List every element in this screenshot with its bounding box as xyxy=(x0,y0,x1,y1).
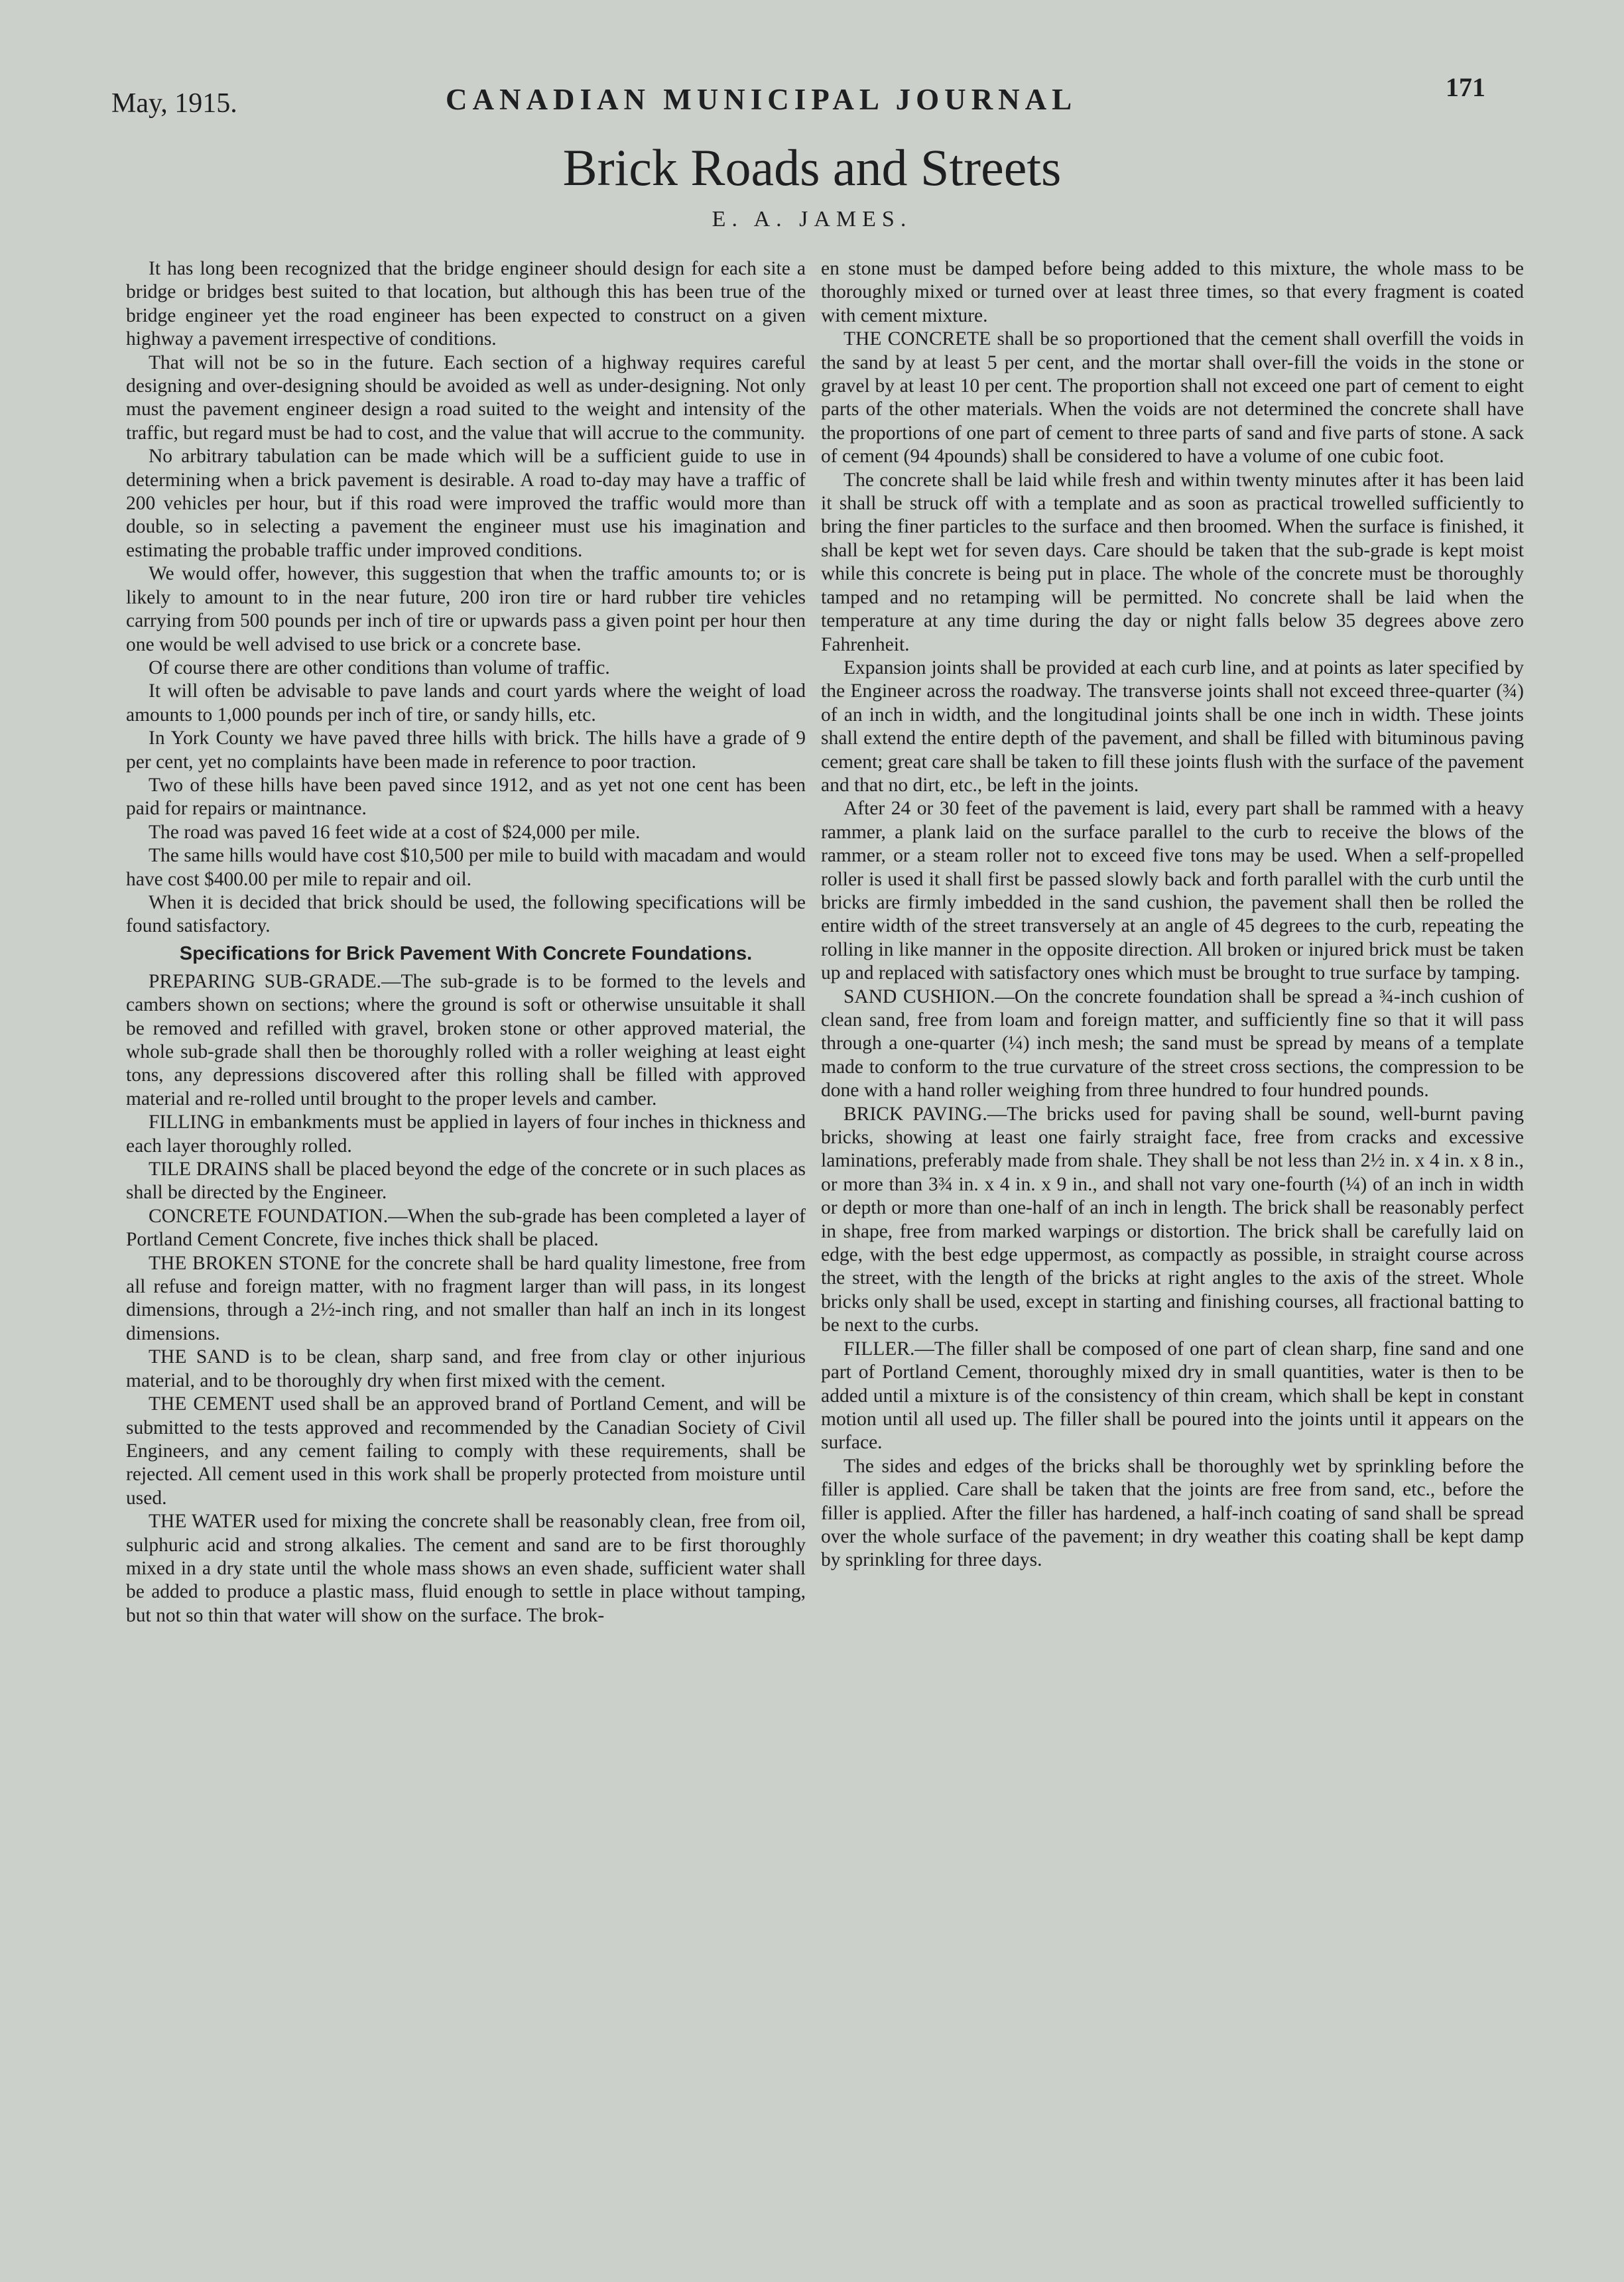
paragraph: It will often be advisable to pave lands and court yards where the weight of load amounts to 1,000 pounds per inch of tire, or sandy hills, etc. xyxy=(126,680,806,726)
right-column xyxy=(821,257,1524,1572)
left-column xyxy=(126,257,806,1627)
paragraph: en stone must be damped before being added to this mixture, the whole mass to be thoroughly mixed or turned over at least three times, so that every fragment is coated with cement mixture. xyxy=(821,258,1524,326)
paragraph: It has long been recognized that the bridge engineer should design for each site a bridge or bridges best suited to that location, but although this has been true of the bridge engineer yet the road engineer has been expected to construct on a given highway a pavement irrespective of conditions. xyxy=(126,258,806,350)
paragraph: The concrete shall be laid while fresh and within twenty minutes after it has been laid it shall be struck off with a template and as soon as practical trowelled sufficiently to bring the finer particles to the surface and then broomed. When the surface is finished, it shall be kept wet for seven days. Care should be taken that the sub-grade is kept moist while this concrete is being put in place. The whole of the concrete must be thoroughly tamped and no retamping will be permitted. No concrete shall be laid when the temperature at any time during the day or night falls below 35 degrees above zero Fahrenheit. xyxy=(821,469,1524,655)
paragraph: After 24 or 30 feet of the pavement is laid, every part shall be rammed with a heavy rammer, a plank laid on the surface parallel to the curb to receive the blows of the rammer, or a steam roller not to exceed five tons may be used. When a self-propelled roller is used it shall first be passed slowly back and forth parallel with the curb until the bricks are firmly imbedded in the sand cushion, the pavement shall then be rolled the entire width of the street transversely at an angle of 45 degrees to the curb, repeating the rolling in like manner in the opposite direction. All broken or injured brick must be taken up and replaced with satisfactory ones which must be brought to true surface by tamping. xyxy=(821,798,1524,984)
section-heading: Specifications for Brick Pavement With Concrete Foundations. xyxy=(179,942,753,964)
paragraph: In York County we have paved three hills with brick. The hills have a grade of 9 per cent, yet no complaints have been made in reference to poor traction. xyxy=(126,728,806,773)
paragraph: SAND CUSHION.—On the concrete foundation shall be spread a ¾-inch cushion of clean sand, free from loam and foreign matter, and sufficiently fine so that it will pass through a one-quarter (¼) inch mesh; the sand must be spread by means of a template made to conform to the true curvature of the street cross sections, the compression to be done with a hand roller weighing from three hundred to four hundred pounds. xyxy=(821,985,1524,1102)
paragraph: THE SAND is to be clean, sharp sand, and free from clay or other injurious material, and to be thoroughly dry when first mixed with the cement. xyxy=(126,1346,806,1391)
paragraph: CONCRETE FOUNDATION.—When the sub-grade has been completed a layer of Portland Cement Concrete, five inches thick shall be placed. xyxy=(126,1205,806,1251)
paragraph: PREPARING SUB-GRADE.—The sub-grade is to be formed to the levels and cambers shown on sections; where the ground is soft or otherwise unsuitable it shall be removed and refilled with gravel, broken stone or other approved material, the whole sub-grade shall then be thoroughly rolled with a roller weighing at least eight tons, any depressions discovered after this rolling shall be filled with approved material and re-rolled until brought to the proper levels and camber. xyxy=(126,970,806,1109)
paragraph: When it is decided that brick should be used, the following specifications will be found satisfactory. xyxy=(126,891,806,937)
paragraph: Expansion joints shall be provided at each curb line, and at points as later specified by the Engineer across the roadway. The transverse joints shall not exceed three-quarter (¾) of an inch in width, and the longitudinal joints shall be one inch in width. These joints shall extend the entire depth of the pavement, and shall be filled with bituminous paving cement; great care shall be taken to fill these joints flush with the surface of the pavement and that no dirt, etc., be left in the joints. xyxy=(821,657,1524,796)
paragraph: THE BROKEN STONE for the concrete shall be hard quality limestone, free from all refuse and foreign matter, with no fragment larger than will pass, in its longest dimensions, through a 2½-inch ring, and not smaller than half an inch in its longest dimensions. xyxy=(126,1252,806,1344)
paragraph: Of course there are other conditions than volume of traffic. xyxy=(149,657,610,678)
paragraph: Two of these hills have been paved since 1912, and as yet not one cent has been paid for repairs or maintnance. xyxy=(126,774,806,820)
article-title: Brick Roads and Streets xyxy=(562,139,1062,196)
paragraph: THE CONCRETE shall be so proportioned that the cement shall overfill the voids in the sand by at least 5 per cent, and the mortar shall over-fill the voids in the stone or gravel by at least 10 per cent. The proportion shall not exceed one part of cement to eight parts of the other materials. When the voids are not determined the concrete shall have the proportions of one part of cement to three parts of sand and five parts of stone. A sack of cement (94 4pounds) shall be considered to have a volume of one cubic foot. xyxy=(821,328,1524,468)
paragraph: The sides and edges of the bricks shall be thoroughly wet by sprinkling before the filler is applied. Care shall be taken that the joints are free from sand, etc., before the filler is applied. After the filler has hardened, a half-inch coating of sand shall be spread over the whole surface of the pavement; in dry weather this coating shall be kept damp by sprinkling for three days. xyxy=(821,1455,1524,1571)
paragraph: TILE DRAINS shall be placed beyond the edge of the concrete or in such places as shall be directed by the Engineer. xyxy=(126,1159,806,1204)
paragraph: THE WATER used for mixing the concrete shall be reasonably clean, free from oil, sulphuric acid and strong alkalies. The cement and sand are to be first thoroughly mixed in a dry state until the whole mass shows an even shade, sufficient water shall be added to produce a plastic mass, fluid enough to settle in place without tamping, but not so thin that water will show on the surface. The brok- xyxy=(126,1511,806,1626)
paragraph: FILLING in embankments must be applied in layers of four inches in thickness and each layer thoroughly rolled. xyxy=(126,1111,806,1157)
paragraph: No arbitrary tabulation can be made which will be a sufficient guide to use in determining when a brick pavement is desirable. A road to-day may have a traffic of 200 vehicles per hour, but if this road were improved the traffic would more than double, so in selecting a pavement the engineer must use his imagination and estimating the probable traffic under improved conditions. xyxy=(126,446,806,561)
journal-title: CANADIAN MUNICIPAL JOURNAL xyxy=(446,83,1078,116)
paragraph: That will not be so in the future. Each section of a highway requires careful designing and over-designing should be avoided as well as under-designing. Not only must the pavement engineer design a road suited to the weight and intensity of the traffic, but regard must be had to cost, and the value that will accrue to the community. xyxy=(126,351,806,444)
paragraph: FILLER.—The filler shall be composed of one part of clean sharp, fine sand and one part of Portland Cement, thoroughly mixed dry in small quantities, water is then to be added until a mixture is of the consistency of thin cream, which shall be kept in constant motion until all used up. The filler shall be poured into the joints until it appears on the surface. xyxy=(821,1338,1524,1454)
page-number: 171 xyxy=(1446,72,1485,102)
paragraph: BRICK PAVING.—The bricks used for paving shall be sound, well-burnt paving bricks, showing at least one fairly straight face, free from cracks and excessive laminations, preferably made from shale. They shall be not less than 2½ in. x 4 in. x 8 in., or more than 3¾ in. x 4 in. x 9 in., and shall not vary one-fourth (¼) of an inch in width or depth or more than one-half of an inch in length. The brick shall be reasonably perfect in shape, free from marked warpings or distortion. The brick shall be carefully laid on edge, with the best edge uppermost, as compactly as possible, in straight course across the street, with the length of the bricks at right angles to the axis of the street. Whole bricks only shall be used, except in starting and finishing courses, all fractional batting to be next to the curbs. xyxy=(821,1103,1524,1336)
paragraph: We would offer, however, this suggestion that when the traffic amounts to; or is likely to amount to in the near future, 200 iron tire or hard rubber tire vehicles carrying from 500 pounds per inch of tire or upwards pass a given point per hour then one would be well advised to use brick or a concrete base. xyxy=(126,563,806,655)
paragraph: THE CEMENT used shall be an approved brand of Portland Cement, and will be submitted to the tests approved and recommended by the Canadian Society of Civil Engineers, and any cement failing to comply with these requirements, shall be rejected. All cement used in this work shall be properly protected from moisture until used. xyxy=(126,1393,806,1509)
issue-date: May, 1915. xyxy=(111,88,237,119)
paragraph: The same hills would have cost $10,500 per mile to build with macadam and would have cost $400.00 per mile to repair and oil. xyxy=(126,845,806,890)
article-author: E. A. JAMES. xyxy=(712,207,912,231)
paragraph: The road was paved 16 feet wide at a cost of $24,000 per mile. xyxy=(149,821,641,843)
